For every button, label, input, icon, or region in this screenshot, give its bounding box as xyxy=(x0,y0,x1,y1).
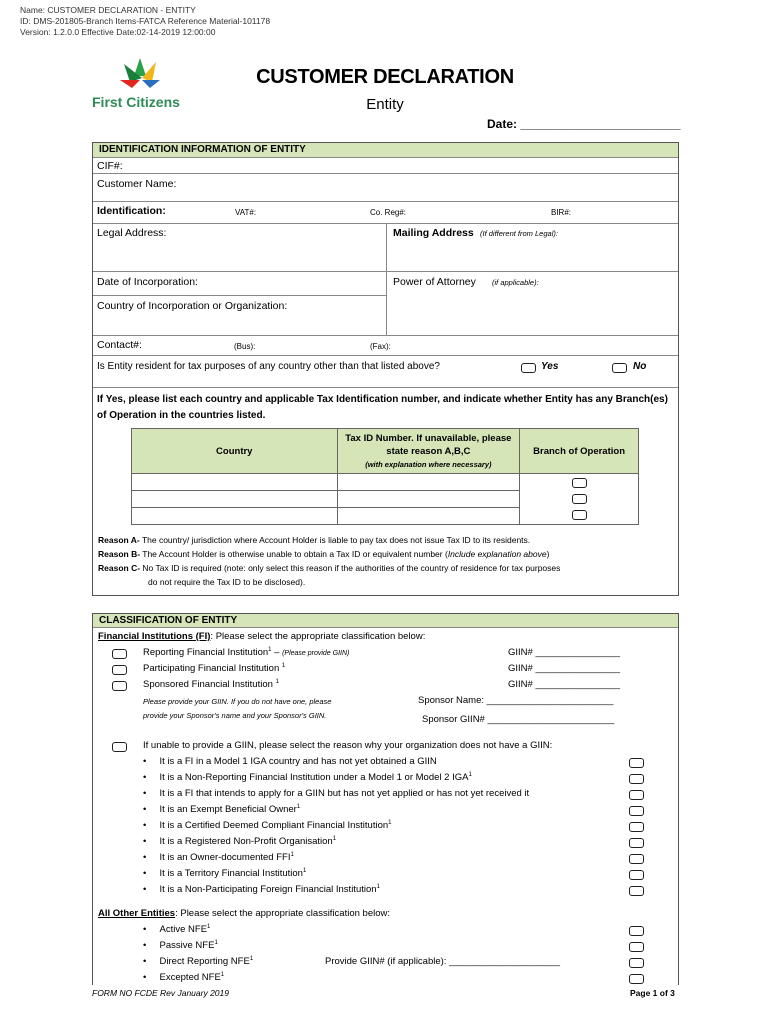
sponsor-name-field[interactable]: Sponsor Name: ________________________ xyxy=(418,695,614,706)
provide-giin-field[interactable]: Provide GIIN# (if applicable): _____________________ xyxy=(325,956,561,967)
reason-b-italic: Include explanation above xyxy=(447,549,547,559)
identification-label: Identification: xyxy=(97,205,166,217)
other-entity-checkbox[interactable] xyxy=(629,926,644,936)
page-subtitle: Entity xyxy=(366,96,404,113)
resident-row xyxy=(93,355,678,387)
bus-label: (Bus): xyxy=(234,342,256,351)
list-item: • It is a Territory Financial Institution$^1$ xyxy=(143,868,307,880)
list-item: • Active NFE$^1$ xyxy=(143,924,211,936)
giin-reason-text: It is an Owner-documented FFI xyxy=(159,852,291,864)
cif-row[interactable] xyxy=(93,157,678,173)
unable-giin-label: If unable to provide a GIIN, please select the reason why your organization does not have a GIIN: xyxy=(143,740,553,751)
identification-heading: IDENTIFICATION INFORMATION OF ENTITY xyxy=(93,143,678,157)
participating-fi-checkbox[interactable] xyxy=(112,665,127,675)
giin-reason-checkbox[interactable] xyxy=(629,774,644,784)
contact-row[interactable] xyxy=(93,335,678,355)
yes-label: Yes xyxy=(541,361,559,372)
identification-row[interactable] xyxy=(93,201,678,223)
address-divider xyxy=(386,224,387,271)
other-entity-text: Active NFE xyxy=(159,924,208,936)
reason-a xyxy=(98,533,530,547)
reason-a-text: The country/ jurisdiction where Account Holder is liable to pay tax does not issue Tax ID to its residents. xyxy=(139,535,531,545)
country-cell-1[interactable] xyxy=(132,474,338,491)
giin-field-2[interactable]: GIIN# ________________ xyxy=(508,663,620,674)
resident-question: Is Entity resident for tax purposes of any country other than that listed above? xyxy=(97,361,440,372)
participating-fi-text: Participating Financial Institution xyxy=(143,663,280,675)
list-item: • It is an Owner-documented FFI$^1$ xyxy=(143,852,294,864)
other-entity-checkbox[interactable] xyxy=(629,942,644,952)
tax-table xyxy=(131,428,639,525)
power-attorney-label: Power of Attorney xyxy=(393,276,476,288)
legal-address-label: Legal Address: xyxy=(97,227,167,239)
list-item: • It is a Non-Reporting Financial Institution under a Model 1 or Model 2 IGA$^1$ xyxy=(143,772,472,784)
participating-fi-label: Participating Financial Institution $^1$ xyxy=(143,663,286,675)
address-row[interactable] xyxy=(93,223,678,271)
co-reg-label: Co. Reg#: xyxy=(370,208,407,217)
yes-checkbox[interactable] xyxy=(521,363,536,373)
meta-name: Name: CUSTOMER DECLARATION - ENTITY xyxy=(20,5,196,15)
table-row xyxy=(132,474,639,491)
list-item: • It is an Exempt Beneficial Owner$^1$ xyxy=(143,804,301,816)
no-checkbox[interactable] xyxy=(612,363,627,373)
giin-reason-text: It is a Certified Deemed Compliant Financial Institution xyxy=(159,820,389,832)
giin-reason-checkbox[interactable] xyxy=(629,822,644,832)
no-label: No xyxy=(633,361,647,372)
fi-intro: : Please select the appropriate classification below: xyxy=(210,631,426,642)
col-country: Country xyxy=(132,429,338,474)
giin-reason-text: It is a Registered Non-Profit Organisation xyxy=(159,836,333,848)
col-taxid xyxy=(337,429,520,474)
taxid-cell-1[interactable] xyxy=(337,474,520,491)
date-field[interactable]: Date: ________________________ xyxy=(487,117,681,131)
other-title: All Other Entities xyxy=(98,908,176,919)
taxid-cell-2[interactable] xyxy=(337,491,520,508)
meta-id: ID: DMS-201805-Branch Items-FATCA Reference Material-101178 xyxy=(20,16,271,26)
other-heading xyxy=(98,908,390,919)
sponsor-note-2: provide your Sponsor's name and your Sponsor's GIIN. xyxy=(143,711,327,720)
giin-field-1[interactable]: GIIN# ________________ xyxy=(508,647,620,658)
reason-a-label: Reason A- xyxy=(98,535,140,545)
col-taxid-note: (with explanation where necessary) xyxy=(365,459,492,469)
classification-heading: CLASSIFICATION OF ENTITY xyxy=(93,614,678,628)
reporting-fi-label: Reporting Financial Institution$^1$ – (Please provide GIIN) xyxy=(143,647,350,659)
sponsor-giin-field[interactable]: Sponsor GIIN# ________________________ xyxy=(422,714,615,725)
other-entity-text: Direct Reporting NFE xyxy=(159,956,250,968)
taxid-cell-3[interactable] xyxy=(337,508,520,525)
power-attorney-note: (if applicable): xyxy=(492,278,539,287)
logo-mark-icon xyxy=(112,54,172,94)
country-cell-3[interactable] xyxy=(132,508,338,525)
other-entity-text: Excepted NFE xyxy=(159,972,221,984)
identification-section xyxy=(92,142,679,596)
reporting-fi-checkbox[interactable] xyxy=(112,649,127,659)
branch-checkbox-1[interactable] xyxy=(572,478,587,488)
other-intro: : Please select the appropriate classification below: xyxy=(175,908,391,919)
giin-field-3[interactable]: GIIN# ________________ xyxy=(508,679,620,690)
list-item: • It is a FI that intends to apply for a GIIN but has not yet applied or has not yet received it xyxy=(143,788,530,799)
sponsor-note-1: Please provide your GIIN. If you do not have one, please xyxy=(143,697,332,706)
reason-c-text: No Tax ID is required (note: only select this reason if the authorities of the country of residence for tax purposes xyxy=(140,563,561,573)
logo-text: First Citizens xyxy=(92,94,180,110)
list-item: • Excepted NFE$^1$ xyxy=(143,972,225,984)
date-incorporation-label: Date of Incorporation: xyxy=(97,276,198,288)
sponsored-fi-checkbox[interactable] xyxy=(112,681,127,691)
customer-name-label: Customer Name: xyxy=(97,178,177,190)
cif-label: CIF#: xyxy=(97,160,123,172)
giin-reason-text: It is an Exempt Beneficial Owner xyxy=(159,804,297,816)
page-number: Page 1 of 3 xyxy=(630,988,675,998)
fax-label: (Fax): xyxy=(370,342,391,351)
poa-divider xyxy=(386,272,387,336)
reason-b-label: Reason B- xyxy=(98,549,141,559)
branch-checkbox-3[interactable] xyxy=(572,510,587,520)
giin-reason-checkbox[interactable] xyxy=(629,838,644,848)
giin-reason-text: It is a Non-Participating Foreign Financial Institution xyxy=(159,884,377,896)
giin-reason-checkbox[interactable] xyxy=(629,790,644,800)
sponsored-fi-label: Sponsored Financial Institution $^1$ xyxy=(143,679,279,691)
list-item: • It is a Registered Non-Profit Organisation$^1$ xyxy=(143,836,337,848)
country-incorporation-row[interactable] xyxy=(93,295,386,335)
document-meta xyxy=(20,5,270,38)
giin-reason-text: It is a Non-Reporting Financial Institution under a Model 1 or Model 2 IGA xyxy=(159,772,469,784)
giin-reason-checkbox[interactable] xyxy=(629,758,644,768)
reason-c xyxy=(98,561,560,575)
reason-c-label: Reason C- xyxy=(98,563,141,573)
incorporation-row[interactable] xyxy=(93,271,678,295)
other-entity-text: Passive NFE xyxy=(159,940,215,952)
unable-giin-checkbox[interactable] xyxy=(112,742,127,752)
col-taxid-label: Tax ID Number. If unavailable, please state reason A,B,C xyxy=(345,432,512,457)
other-entity-checkbox[interactable] xyxy=(629,974,644,984)
mailing-address-note: (If different from Legal): xyxy=(480,229,558,238)
branch-cell xyxy=(520,474,639,525)
mailing-address-label: Mailing Address xyxy=(393,227,474,239)
branch-checkbox-2[interactable] xyxy=(572,494,587,504)
form-number: FORM NO FCDE Rev January 2019 xyxy=(92,988,229,998)
contact-label: Contact#: xyxy=(97,339,142,351)
fi-title: Financial Institutions (FI) xyxy=(98,631,211,642)
list-item: • It is a Non-Participating Foreign Financial Institution$^1$ xyxy=(143,884,380,896)
customer-name-row[interactable] xyxy=(93,173,678,201)
country-incorporation-label: Country of Incorporation or Organization: xyxy=(97,300,288,312)
country-cell-2[interactable] xyxy=(132,491,338,508)
list-item: • It is a Certified Deemed Compliant Financial Institution$^1$ xyxy=(143,820,392,832)
bir-label: BIR#: xyxy=(551,208,572,217)
giin-reason-checkbox[interactable] xyxy=(629,854,644,864)
list-item: • It is a FI in a Model 1 IGA country and has not yet obtained a GIIN xyxy=(143,756,437,767)
reason-c-text2: do not require the Tax ID to be disclosed). xyxy=(148,577,306,587)
vat-label: VAT#: xyxy=(235,208,257,217)
reason-b xyxy=(98,547,549,561)
reporting-fi-text: Reporting Financial Institution xyxy=(143,647,269,659)
giin-reason-text: It is a Territory Financial Institution xyxy=(159,868,303,880)
giin-reason-text: It is a FI in a Model 1 IGA country and has not yet obtained a GIIN xyxy=(159,756,437,767)
sponsored-fi-text: Sponsored Financial Institution xyxy=(143,679,273,691)
col-branch: Branch of Operation xyxy=(520,429,639,474)
giin-reason-text: It is a FI that intends to apply for a GIIN but has not yet applied or has not yet received it xyxy=(159,788,530,799)
if-yes-instructions: If Yes, please list each country and applicable Tax Identification number, and indicate whether Entity has any Branch(es) of Operation in the countries listed. xyxy=(97,394,668,421)
reason-b-end: ) xyxy=(546,549,550,559)
page-title: CUSTOMER DECLARATION xyxy=(256,66,514,88)
list-item: • Direct Reporting NFE$^1$ xyxy=(143,956,254,968)
other-entity-checkbox[interactable] xyxy=(629,958,644,968)
meta-version: Version: 1.2.0.0 Effective Date:02-14-2019 12:00:00 xyxy=(20,27,216,37)
giin-reason-checkbox[interactable] xyxy=(629,886,644,896)
list-item: • Passive NFE$^1$ xyxy=(143,940,218,952)
reporting-fi-note: (Please provide GIIN xyxy=(282,650,348,658)
fi-heading xyxy=(98,631,425,642)
giin-reason-checkbox[interactable] xyxy=(629,806,644,816)
giin-reason-checkbox[interactable] xyxy=(629,870,644,880)
company-logo xyxy=(92,54,192,114)
reason-b-text: The Account Holder is otherwise unable to obtain a Tax ID or equivalent number ( xyxy=(140,549,448,559)
